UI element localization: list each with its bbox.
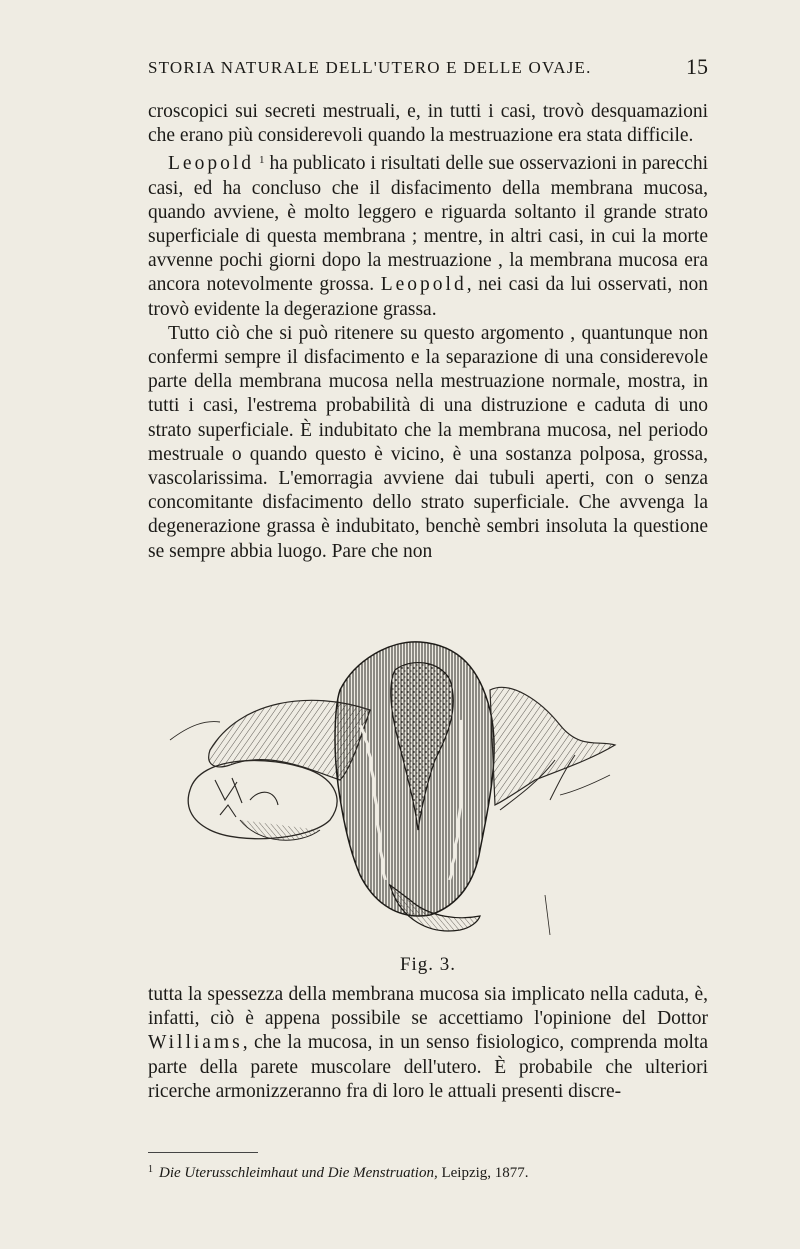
right-adnexa bbox=[490, 687, 615, 805]
footnote bbox=[148, 1160, 708, 1183]
figure-uterus-illustration bbox=[160, 630, 640, 950]
author-name-leopold-2: Leopold bbox=[380, 274, 467, 296]
body-text-after-figure bbox=[148, 983, 708, 1104]
running-head bbox=[148, 54, 708, 88]
footnote-divider bbox=[148, 1152, 258, 1153]
footnote-ref: 1 bbox=[258, 154, 265, 167]
paragraph-4-text-end: , che la mucosa, in un senso fisiologico, comprenda molta parte della parete muscolare dell'utero. È probabile che ulteriori ricerche armonizzeranno fra di loro le attuali presenti discre- bbox=[148, 1032, 708, 1102]
paragraph-2 bbox=[148, 148, 708, 321]
paragraph-4-text: tutta la spessezza della membrana mucosa sia implicato nella caduta, è, infatti, ciò è appena possibile se accettiamo l'opinione del Dottor bbox=[148, 984, 708, 1030]
page-number: 15 bbox=[686, 54, 708, 79]
footnote-title: Die Uterusschleimhaut und Die Menstruation, bbox=[159, 1165, 438, 1181]
footnote-text: Leipzig, 1877. bbox=[437, 1165, 529, 1181]
author-name-leopold: Leopold bbox=[168, 153, 254, 175]
paragraph-1: croscopici sui secreti mestruali, e, in tutti i casi, trovò desquamazioni che erano più considerevoli quando la mestruazione era stata difficile. bbox=[148, 101, 708, 147]
body-text-before-figure bbox=[148, 100, 708, 564]
figure-caption: Fig. 3. bbox=[399, 954, 457, 975]
author-name-williams: Williams bbox=[148, 1032, 243, 1054]
running-title: STORIA NATURALE DELL'UTERO E DELLE OVAJE. bbox=[148, 58, 592, 77]
paragraph-3: Tutto ciò che si può ritenere su questo argomento , quantunque non confermi sempre il disfacimento e la separazione di una considerevole parte della membrana mucosa nella mestruazione normale, mostra, in tutti i casi, l'estrema probabilità di una distruzione e caduta di uno strato superficiale. È indubitato che la membrana mucosa, nel periodo mestruale o quando questo è vicino, è una sostanza polposa, grossa, vascolarissima. L'emorragia avviene dai tubuli aperti, con o senza concomitante disfacimento dello strato superficiale. Che avvenga la degenerazione grassa è indubitato, benchè sembri insoluta la questione se sempre abbia luogo. Pare che non bbox=[148, 322, 708, 562]
uterus-engraving bbox=[160, 630, 640, 950]
paragraph-4 bbox=[148, 983, 708, 1104]
paragraph-2-text-end: , nei casi da lui osservati, non trovò evidente la degerazione grassa. bbox=[148, 274, 708, 320]
paragraph-2-text: ha publicato i risultati delle sue osservazioni in parecchi casi, ed ha concluso che il disfacimento della membrana mucosa, quando avviene, è molto leggero e riguarda soltanto il grande strato superficiale di questa membrana ; mentre, in altri casi, in cui la morte avvenne pochi giorni dopo la mestruazione , la membrana mucosa era ancora notevolmente grossa. bbox=[148, 153, 708, 296]
footnote-number: 1 bbox=[148, 1164, 153, 1175]
